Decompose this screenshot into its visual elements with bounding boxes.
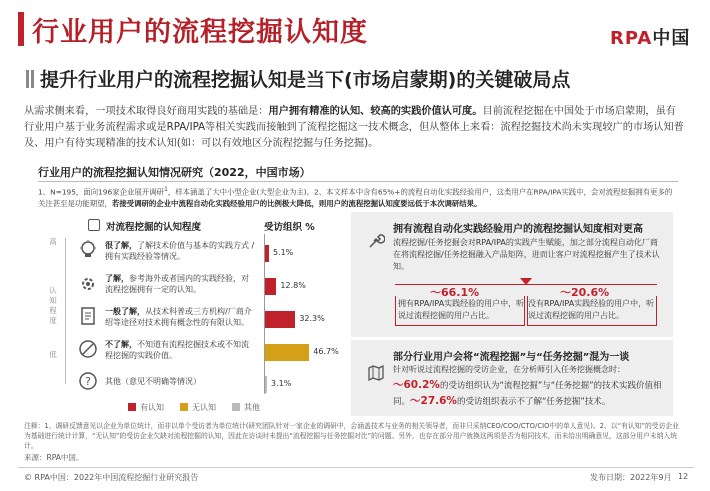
bar-value-label-4: 3.1%: [271, 379, 292, 388]
logo-rpa-text: RPA: [610, 28, 653, 49]
panel1-left-percent: ～66.1%: [430, 286, 480, 299]
row-desc: 从技术科普或三方机构/厂商介绍等途径对技术拥有概念性的有限认知。: [105, 307, 252, 327]
svg-text:?: ?: [85, 375, 91, 388]
survey-note-bold: 若接受调研的企业中流程自动化实践经验用户的比例极大降低，则用户的流程挖掘认知度要远低于本次调研结果。: [111, 199, 482, 209]
row-desc: 参考海外或者国内的实践经验，对流程挖掘拥有一定的认知。: [105, 274, 249, 294]
axis-label-high: 高: [49, 237, 57, 246]
panel1-arrow: [520, 278, 532, 285]
footer-date: 发布日期：2022年9月: [590, 473, 672, 482]
axis-label-cognition: 认知程度: [49, 286, 57, 325]
row-desc: 其他（意见不明确等情况）: [105, 377, 201, 386]
intro-text-bold: 用户拥有精准的认知、较高的实践价值认可度。: [268, 106, 483, 117]
intro-paragraph: [24, 104, 684, 152]
wrench-icon: [367, 232, 385, 250]
row-desc: 了解技术价值与基本的实践方式 / 拥有实践经验等情况。: [105, 241, 255, 261]
survey-note-sup: 1: [163, 186, 168, 193]
lightbulb-icon: [77, 239, 99, 261]
row-desc: 不知道有流程挖掘技术或不知流程挖掘的实践价值。: [105, 340, 249, 360]
footnotes: 注释：1、调研反馈意见以企业为单位统计，而非以单个受访者为单位统计(研究团队针对一家企业的调研中，会涵盖技术与业务的相关领导者，而非只采纳CEO/COO/CTO/CIO中的单人意见)。2、以“有认知”的受访企业为基础进行统计计算，“无认知”的受访企业欠缺对流程挖掘的认知，因此在访谈时未提出“流程挖掘与任务挖掘对比”的问题。另外，也存在部分用户就换这两项是否为相同技术，而未给出明确意见，这部分用户未纳入统计。: [24, 422, 679, 450]
row-text-very-familiar: [105, 240, 255, 262]
row-bold: 一般了解，: [105, 307, 145, 316]
bar-3: [264, 344, 309, 361]
panel1-text: 流程挖掘/任务挖掘会对RPA/IPA的实践产生赋能，加之部分流程自动化厂商在将流程挖掘/任务挖掘融入产品矩阵，进而让客户对流程挖掘产生了技术认知。: [393, 238, 660, 271]
row-text-unfamiliar: [105, 339, 255, 361]
panel2-stats: [393, 378, 668, 410]
bar-value-label-3: 46.7%: [313, 347, 339, 356]
panel2-text3: 的受访组织表示不了解“任务挖掘”技术。: [456, 397, 611, 407]
puzzle-icon: [88, 219, 100, 231]
legend-label: 其他: [244, 403, 260, 412]
intro-text-2: 目前流程挖掘在中国处于市场启蒙期，虽有行业用户基于业务流程需求或是RPA/IPA等相关实践而接触到了流程挖掘这一技术概念，但从整体上来看：流程挖掘技术尚未实现较广的市场认知普及、用户有待实现精准的技术认知(如：可以有效地区分流程挖掘与任务挖掘)。: [24, 106, 684, 149]
map-icon: [367, 364, 385, 382]
legend-unaware: [180, 402, 216, 413]
survey-title: 行业用户的流程挖掘认知情况研究（2022，中国市场）: [38, 166, 311, 179]
page-subtitle: 提升行业用户的流程挖掘认知是当下(市场启蒙期)的关键破局点: [40, 69, 571, 91]
legend-other: [232, 402, 260, 413]
row-bold: 很了解，: [105, 241, 137, 250]
survey-note-a: 1、N=195，面向196家企业展开调研: [38, 187, 164, 197]
intro-text-1: 从需求侧来看，一项技术取得良好商用实践的基础是：: [24, 106, 269, 117]
panel2-text2: 的受访组织认为“流程挖掘”与“任务挖掘”的技术实践价值相同。: [393, 381, 662, 407]
logo-cn-text: 中国: [652, 28, 691, 49]
page-number: 12: [678, 472, 689, 481]
title-accent-bar: [18, 12, 24, 46]
question-icon: [77, 370, 99, 392]
panel1-left-box: [395, 296, 525, 326]
survey-divider: [38, 181, 678, 182]
panel2-percent-2: ～27.6%: [410, 395, 457, 407]
bar-value-label-0: 5.1%: [272, 248, 294, 257]
survey-note-b: ，样本涵盖了大中小型企业(大型企业为主)。2、本文样本中含有65%+的流程自动化实践经验用户，这类用户在RPA/IPA实践中，会对流程挖掘拥有更多的关注甚至是功能期望，: [38, 187, 673, 209]
bar-baseline: [264, 234, 265, 394]
source-line: 来源：RPA中国。: [24, 453, 84, 462]
panel2-text1: 针对听说过流程挖掘的受访企业，在分析师引入任务挖掘概念时：: [393, 365, 625, 374]
panel1-right-percent: ～20.6%: [560, 286, 610, 299]
legend-swatch: [180, 403, 188, 411]
panel2-percent-1: ～60.2%: [393, 379, 440, 391]
bar-1: [264, 278, 276, 295]
subtitle-accent: [26, 70, 34, 88]
bar-value-label-1: 12.8%: [280, 281, 306, 290]
respondents-heading: 受访组织 %: [264, 222, 315, 233]
survey-note: [38, 184, 678, 210]
row-text-familiar: [105, 273, 255, 295]
panel1-title: 拥有流程自动化实践经验用户的流程挖掘认知度相对更高: [393, 224, 643, 235]
panel1-right-text: 没有RPA/IPA实践经验的用户中，听说过流程挖掘的用户占比。: [528, 299, 655, 320]
bar-value-label-2: 32.3%: [299, 314, 325, 323]
cognition-axis: [65, 238, 66, 384]
footer-divider: [18, 467, 694, 468]
legend-label: 有认知: [140, 403, 164, 412]
gear-icon: [77, 273, 99, 295]
row-text-other: [105, 376, 255, 387]
bar-2: [264, 311, 295, 328]
cognition-bar-chart: [264, 234, 339, 394]
brand-logo: [610, 24, 690, 50]
legend-swatch: [128, 403, 136, 411]
legend-label: 无认知: [192, 403, 216, 412]
row-bold: 不了解，: [105, 340, 137, 349]
panel1-right-box: [527, 296, 657, 326]
legend-swatch: [232, 403, 240, 411]
row-bold: 了解，: [105, 274, 129, 283]
row-text-somewhat: [105, 306, 255, 328]
cognition-heading: 对流程挖掘的认知程度: [106, 222, 202, 233]
no-entry-icon: [77, 338, 99, 360]
axis-label-low: 低: [49, 350, 57, 359]
legend-aware: [128, 402, 164, 413]
panel1-left-text: 拥有RPA/IPA实践经验的用户中，听说过流程挖掘的用户占比。: [398, 299, 525, 320]
panel2-title: 部分行业用户会将“流程挖掘”与“任务挖掘”混为一谈: [393, 352, 630, 363]
footer-copyright: © RPA中国：2022年中国流程挖掘行业研究报告: [24, 473, 199, 482]
page-title: 行业用户的流程挖掘认知度: [32, 17, 368, 48]
document-icon: [77, 305, 99, 327]
